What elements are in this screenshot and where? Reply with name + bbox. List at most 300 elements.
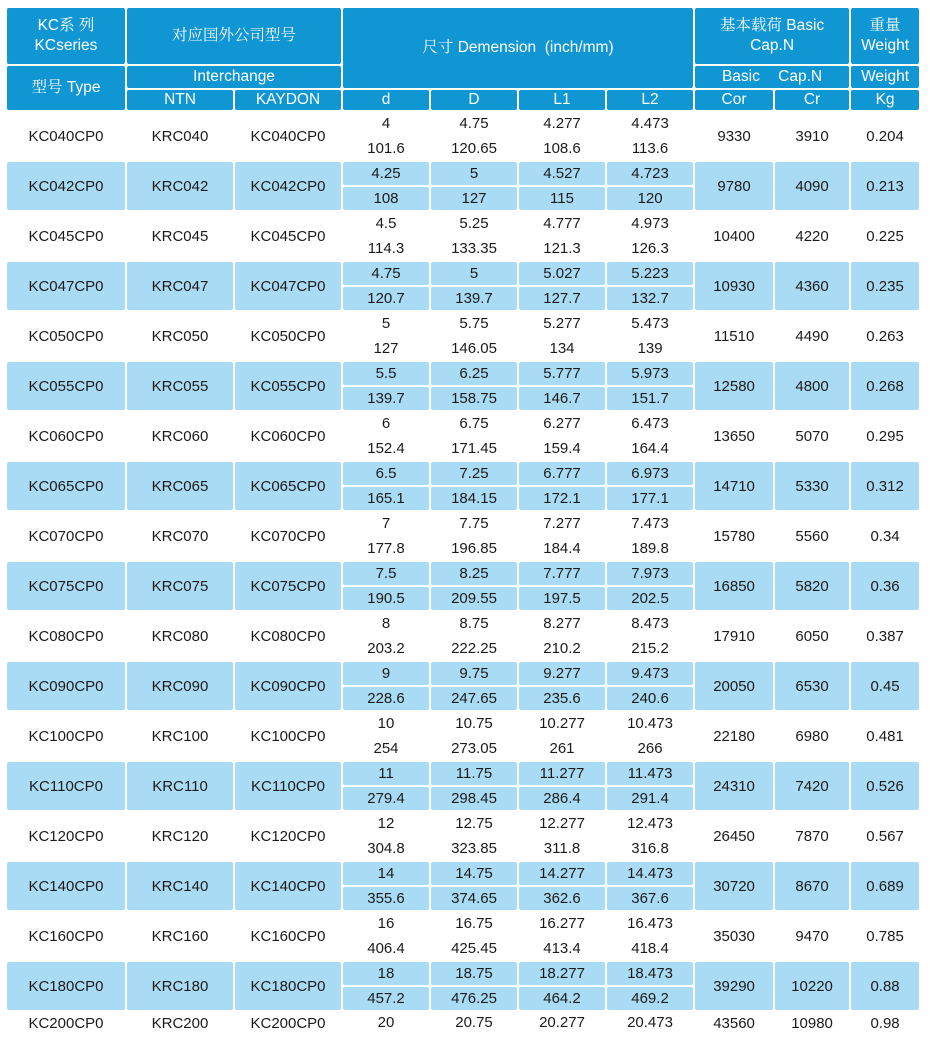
L2-mm-value: 367.6 (607, 887, 693, 910)
cell-type: KC045CP0 (7, 212, 125, 260)
cell-cr: 5560 (775, 512, 849, 560)
cell-type: KC110CP0 (7, 762, 125, 810)
L2-inch-value: 5.973 (607, 362, 693, 385)
d-inch-value: 4 (381, 115, 391, 132)
cell-kaydon: KC047CP0 (235, 262, 341, 310)
cell-L1 (519, 812, 605, 860)
header-col-L2: L2 (607, 90, 693, 110)
cell-type: KC070CP0 (7, 512, 125, 560)
header-type: 型号 Type (7, 66, 125, 110)
L2-inch-value: 12.473 (627, 815, 673, 832)
cell-cor: 14710 (695, 462, 773, 510)
cell-d (343, 512, 429, 560)
L1-mm-value: 121.3 (543, 240, 581, 257)
cell-cr: 5070 (775, 412, 849, 460)
cell-d (343, 1012, 429, 1034)
d-inch-value: 14 (343, 862, 429, 885)
cell-type: KC180CP0 (7, 962, 125, 1010)
header-col-cr: Cr (775, 90, 849, 110)
cell-D (431, 312, 517, 360)
L2-mm-value: 139 (637, 340, 663, 357)
cell-cr: 4800 (775, 362, 849, 410)
header-col-L1: L1 (519, 90, 605, 110)
d-inch-value: 11 (343, 762, 429, 785)
D-inch-value: 11.75 (431, 762, 517, 785)
cell-cor: 12580 (695, 362, 773, 410)
D-inch-value: 12.75 (455, 815, 493, 832)
header-basic-cap-sub: Basic Cap.N (695, 66, 849, 88)
cell-cr: 10980 (775, 1012, 849, 1034)
header-series-en: KCseries (34, 37, 98, 54)
D-mm-value: 476.25 (431, 987, 517, 1010)
cell-D (431, 562, 517, 610)
d-mm-value: 101.6 (367, 140, 405, 157)
d-inch-value: 20 (377, 1014, 395, 1031)
d-mm-value: 279.4 (343, 787, 429, 810)
L1-inch-value: 4.527 (519, 162, 605, 185)
cell-ntn: KRC042 (127, 162, 233, 210)
cell-d (343, 862, 429, 910)
L1-mm-value: 197.5 (519, 587, 605, 610)
cell-cor: 11510 (695, 312, 773, 360)
cell-cor: 35030 (695, 912, 773, 960)
cell-type: KC050CP0 (7, 312, 125, 360)
table-row (7, 112, 919, 160)
D-mm-value: 222.25 (451, 640, 497, 657)
d-mm-value: 152.4 (367, 440, 405, 457)
header-weight-sub: Weight (851, 66, 919, 88)
table-row (7, 262, 919, 310)
L2-inch-value: 11.473 (607, 762, 693, 785)
L1-inch-value: 20.277 (539, 1014, 585, 1031)
table-row (7, 712, 919, 760)
cell-kg: 0.235 (851, 262, 919, 310)
cell-D (431, 262, 517, 310)
cell-kg: 0.263 (851, 312, 919, 360)
cell-D (431, 162, 517, 210)
cell-type: KC120CP0 (7, 812, 125, 860)
L1-inch-value: 9.277 (519, 662, 605, 685)
d-mm-value: 406.4 (367, 940, 405, 957)
cell-kaydon: KC160CP0 (235, 912, 341, 960)
cell-cor: 26450 (695, 812, 773, 860)
D-mm-value: 139.7 (431, 287, 517, 310)
cell-D (431, 662, 517, 710)
cell-L1 (519, 412, 605, 460)
L1-inch-value: 7.277 (543, 515, 581, 532)
D-inch-value: 16.75 (455, 915, 493, 932)
D-mm-value: 133.35 (451, 240, 497, 257)
cell-type: KC200CP0 (7, 1012, 125, 1034)
cell-D (431, 112, 517, 160)
cell-L2 (607, 762, 693, 810)
D-inch-value: 8.25 (431, 562, 517, 585)
cell-cor: 39290 (695, 962, 773, 1010)
cell-ntn: KRC140 (127, 862, 233, 910)
cell-ntn: KRC180 (127, 962, 233, 1010)
D-inch-value: 14.75 (431, 862, 517, 885)
L2-mm-value: 240.6 (607, 687, 693, 710)
L2-inch-value: 8.473 (631, 615, 669, 632)
cell-cr: 4090 (775, 162, 849, 210)
cell-kaydon: KC180CP0 (235, 962, 341, 1010)
cell-d (343, 962, 429, 1010)
cell-L2 (607, 712, 693, 760)
cell-D (431, 912, 517, 960)
L2-inch-value: 18.473 (607, 962, 693, 985)
cell-type: KC060CP0 (7, 412, 125, 460)
L2-mm-value: 126.3 (631, 240, 669, 257)
cell-L2 (607, 512, 693, 560)
D-mm-value: 146.05 (451, 340, 497, 357)
D-mm-value: 184.15 (431, 487, 517, 510)
D-inch-value: 10.75 (455, 715, 493, 732)
D-inch-value: 8.75 (459, 615, 489, 632)
L2-inch-value: 5.473 (631, 315, 669, 332)
cell-ntn: KRC065 (127, 462, 233, 510)
cell-D (431, 812, 517, 860)
cell-D (431, 862, 517, 910)
L1-inch-value: 14.277 (519, 862, 605, 885)
cell-ntn: KRC040 (127, 112, 233, 160)
d-mm-value: 203.2 (367, 640, 405, 657)
D-mm-value: 209.55 (431, 587, 517, 610)
cell-cor: 22180 (695, 712, 773, 760)
table-row (7, 212, 919, 260)
cell-cor: 16850 (695, 562, 773, 610)
cell-L2 (607, 412, 693, 460)
L2-inch-value: 4.473 (631, 115, 669, 132)
D-mm-value: 196.85 (451, 540, 497, 557)
cell-d (343, 662, 429, 710)
cell-D (431, 462, 517, 510)
d-inch-value: 18 (343, 962, 429, 985)
L2-mm-value: 164.4 (631, 440, 669, 457)
L2-mm-value: 202.5 (607, 587, 693, 610)
D-inch-value: 20.75 (455, 1014, 493, 1031)
L1-mm-value: 210.2 (543, 640, 581, 657)
cell-D (431, 612, 517, 660)
L1-mm-value: 413.4 (543, 940, 581, 957)
cell-type: KC065CP0 (7, 462, 125, 510)
cell-d (343, 712, 429, 760)
cell-d (343, 912, 429, 960)
d-inch-value: 16 (377, 915, 395, 932)
cell-ntn: KRC045 (127, 212, 233, 260)
cell-cor: 10930 (695, 262, 773, 310)
cell-d (343, 162, 429, 210)
cell-type: KC040CP0 (7, 112, 125, 160)
d-mm-value: 108 (343, 187, 429, 210)
cell-L1 (519, 562, 605, 610)
d-mm-value: 165.1 (343, 487, 429, 510)
table-row (7, 612, 919, 660)
L2-mm-value: 215.2 (631, 640, 669, 657)
cell-cr: 3910 (775, 112, 849, 160)
cell-kaydon: KC040CP0 (235, 112, 341, 160)
cell-ntn: KRC075 (127, 562, 233, 610)
L1-mm-value: 127.7 (519, 287, 605, 310)
cell-L1 (519, 612, 605, 660)
cell-kaydon: KC100CP0 (235, 712, 341, 760)
cell-L1 (519, 912, 605, 960)
cell-cr: 7870 (775, 812, 849, 860)
d-inch-value: 4.5 (375, 215, 397, 232)
cell-kaydon: KC050CP0 (235, 312, 341, 360)
cell-ntn: KRC120 (127, 812, 233, 860)
cell-L2 (607, 312, 693, 360)
cell-d (343, 112, 429, 160)
cell-d (343, 262, 429, 310)
cell-kg: 0.45 (851, 662, 919, 710)
L2-mm-value: 151.7 (607, 387, 693, 410)
cell-L2 (607, 562, 693, 610)
d-mm-value: 190.5 (343, 587, 429, 610)
cell-kaydon: KC120CP0 (235, 812, 341, 860)
cell-L2 (607, 1012, 693, 1034)
cell-L1 (519, 262, 605, 310)
cell-d (343, 612, 429, 660)
header-series (7, 8, 125, 64)
header-kaydon: KAYDON (235, 90, 341, 110)
d-mm-value: 114.3 (367, 240, 405, 257)
d-mm-value: 228.6 (343, 687, 429, 710)
d-inch-value: 8 (381, 615, 391, 632)
cell-cr: 4360 (775, 262, 849, 310)
cell-kg: 0.36 (851, 562, 919, 610)
cell-kg: 0.526 (851, 762, 919, 810)
spec-table (5, 6, 921, 1036)
cell-ntn: KRC090 (127, 662, 233, 710)
cell-L2 (607, 812, 693, 860)
d-inch-value: 4.75 (343, 262, 429, 285)
d-mm-value: 304.8 (367, 840, 405, 857)
D-inch-value: 7.25 (431, 462, 517, 485)
d-mm-value: 457.2 (343, 987, 429, 1010)
D-inch-value: 5.75 (459, 315, 489, 332)
cell-L2 (607, 362, 693, 410)
d-inch-value: 5.5 (343, 362, 429, 385)
L1-inch-value: 7.777 (519, 562, 605, 585)
cell-cor: 13650 (695, 412, 773, 460)
cell-type: KC080CP0 (7, 612, 125, 660)
table-row (7, 512, 919, 560)
L2-inch-value: 6.473 (631, 415, 669, 432)
header-col-cor: Cor (695, 90, 773, 110)
cell-L2 (607, 212, 693, 260)
cell-cr: 6530 (775, 662, 849, 710)
cell-cr: 5330 (775, 462, 849, 510)
cell-D (431, 512, 517, 560)
cell-D (431, 962, 517, 1010)
cell-ntn: KRC200 (127, 1012, 233, 1034)
cell-d (343, 462, 429, 510)
cell-ntn: KRC110 (127, 762, 233, 810)
cell-kg: 0.785 (851, 912, 919, 960)
header-basic-cap-line2: Cap.N (750, 37, 795, 54)
cell-cor: 43560 (695, 1012, 773, 1034)
d-mm-value: 355.6 (343, 887, 429, 910)
cell-ntn: KRC070 (127, 512, 233, 560)
L2-inch-value: 7.473 (631, 515, 669, 532)
cell-L1 (519, 312, 605, 360)
L1-mm-value: 108.6 (543, 140, 581, 157)
cell-d (343, 562, 429, 610)
L1-mm-value: 159.4 (543, 440, 581, 457)
cell-kg: 0.204 (851, 112, 919, 160)
L1-inch-value: 11.277 (519, 762, 605, 785)
L2-mm-value: 266 (637, 740, 663, 757)
L2-mm-value: 177.1 (607, 487, 693, 510)
d-mm-value: 120.7 (343, 287, 429, 310)
L1-mm-value: 311.8 (543, 840, 581, 857)
cell-L1 (519, 112, 605, 160)
cell-ntn: KRC060 (127, 412, 233, 460)
L1-inch-value: 6.277 (543, 415, 581, 432)
cell-type: KC090CP0 (7, 662, 125, 710)
cell-kaydon: KC075CP0 (235, 562, 341, 610)
L2-inch-value: 10.473 (627, 715, 673, 732)
D-inch-value: 4.75 (459, 115, 489, 132)
D-mm-value: 158.75 (431, 387, 517, 410)
d-mm-value: 139.7 (343, 387, 429, 410)
cell-kg: 0.34 (851, 512, 919, 560)
D-inch-value: 18.75 (431, 962, 517, 985)
table-row (7, 412, 919, 460)
header-basic-cap-line1: 基本载荷 Basic (719, 17, 825, 35)
L2-inch-value: 6.973 (607, 462, 693, 485)
cell-kg: 0.225 (851, 212, 919, 260)
cell-d (343, 762, 429, 810)
cell-D (431, 362, 517, 410)
cell-cor: 9780 (695, 162, 773, 210)
cell-ntn: KRC047 (127, 262, 233, 310)
cell-cor: 24310 (695, 762, 773, 810)
table-row (7, 762, 919, 810)
cell-L1 (519, 662, 605, 710)
D-mm-value: 298.45 (431, 787, 517, 810)
L1-inch-value: 4.777 (543, 215, 581, 232)
header-series-zh: KC系 列 (37, 17, 95, 35)
table-row (7, 962, 919, 1010)
cell-kg: 0.98 (851, 1012, 919, 1034)
L1-inch-value: 6.777 (519, 462, 605, 485)
cell-kg: 0.567 (851, 812, 919, 860)
cell-L2 (607, 612, 693, 660)
cell-cor: 20050 (695, 662, 773, 710)
table-row (7, 462, 919, 510)
cell-d (343, 212, 429, 260)
cell-kaydon: KC110CP0 (235, 762, 341, 810)
cell-type: KC047CP0 (7, 262, 125, 310)
L1-inch-value: 4.277 (543, 115, 581, 132)
cell-D (431, 412, 517, 460)
cell-L1 (519, 362, 605, 410)
D-inch-value: 5 (431, 262, 517, 285)
D-inch-value: 5.25 (459, 215, 489, 232)
cell-L2 (607, 862, 693, 910)
D-mm-value: 171.45 (451, 440, 497, 457)
cell-d (343, 362, 429, 410)
cell-kg: 0.312 (851, 462, 919, 510)
header-basic-cap (695, 8, 849, 64)
L1-mm-value: 286.4 (519, 787, 605, 810)
cell-D (431, 762, 517, 810)
cell-kg: 0.213 (851, 162, 919, 210)
cell-cor: 30720 (695, 862, 773, 910)
cell-cr: 6980 (775, 712, 849, 760)
table-row (7, 1012, 919, 1034)
D-inch-value: 5 (431, 162, 517, 185)
L1-inch-value: 5.027 (519, 262, 605, 285)
cell-L2 (607, 112, 693, 160)
L2-inch-value: 4.973 (631, 215, 669, 232)
D-mm-value: 247.65 (431, 687, 517, 710)
cell-L1 (519, 862, 605, 910)
cell-kaydon: KC045CP0 (235, 212, 341, 260)
L1-mm-value: 261 (549, 740, 575, 757)
cell-type: KC042CP0 (7, 162, 125, 210)
cell-cr: 8670 (775, 862, 849, 910)
L2-mm-value: 291.4 (607, 787, 693, 810)
cell-kaydon: KC060CP0 (235, 412, 341, 460)
cell-cr: 9470 (775, 912, 849, 960)
cell-ntn: KRC080 (127, 612, 233, 660)
L1-mm-value: 184.4 (543, 540, 581, 557)
cell-L2 (607, 662, 693, 710)
D-inch-value: 9.75 (431, 662, 517, 685)
header-dimension: 尺寸 Demension (inch/mm) (343, 8, 693, 88)
L2-mm-value: 469.2 (607, 987, 693, 1010)
cell-L1 (519, 512, 605, 560)
L2-mm-value: 132.7 (607, 287, 693, 310)
cell-type: KC075CP0 (7, 562, 125, 610)
L2-inch-value: 4.723 (607, 162, 693, 185)
cell-L1 (519, 212, 605, 260)
header-weight-zh: 重量 (869, 17, 901, 35)
L2-inch-value: 5.223 (607, 262, 693, 285)
header-col-d: d (343, 90, 429, 110)
cell-L1 (519, 762, 605, 810)
L1-mm-value: 235.6 (519, 687, 605, 710)
d-inch-value: 5 (381, 315, 391, 332)
cell-kaydon: KC065CP0 (235, 462, 341, 510)
cell-kg: 0.295 (851, 412, 919, 460)
L2-mm-value: 113.6 (631, 140, 669, 157)
L2-inch-value: 16.473 (627, 915, 673, 932)
cell-L2 (607, 912, 693, 960)
cell-cr: 5820 (775, 562, 849, 610)
L2-mm-value: 120 (607, 187, 693, 210)
cell-d (343, 412, 429, 460)
cell-kaydon: KC042CP0 (235, 162, 341, 210)
cell-D (431, 212, 517, 260)
header-ntn: NTN (127, 90, 233, 110)
d-inch-value: 4.25 (343, 162, 429, 185)
d-inch-value: 7 (381, 515, 391, 532)
cell-L1 (519, 1012, 605, 1034)
cell-L2 (607, 962, 693, 1010)
d-inch-value: 7.5 (343, 562, 429, 585)
D-inch-value: 6.25 (431, 362, 517, 385)
cell-ntn: KRC050 (127, 312, 233, 360)
table-row (7, 162, 919, 210)
cell-cr: 10220 (775, 962, 849, 1010)
header-weight (851, 8, 919, 64)
D-inch-value: 6.75 (459, 415, 489, 432)
header-col-kg: Kg (851, 90, 919, 110)
D-mm-value: 323.85 (451, 840, 497, 857)
